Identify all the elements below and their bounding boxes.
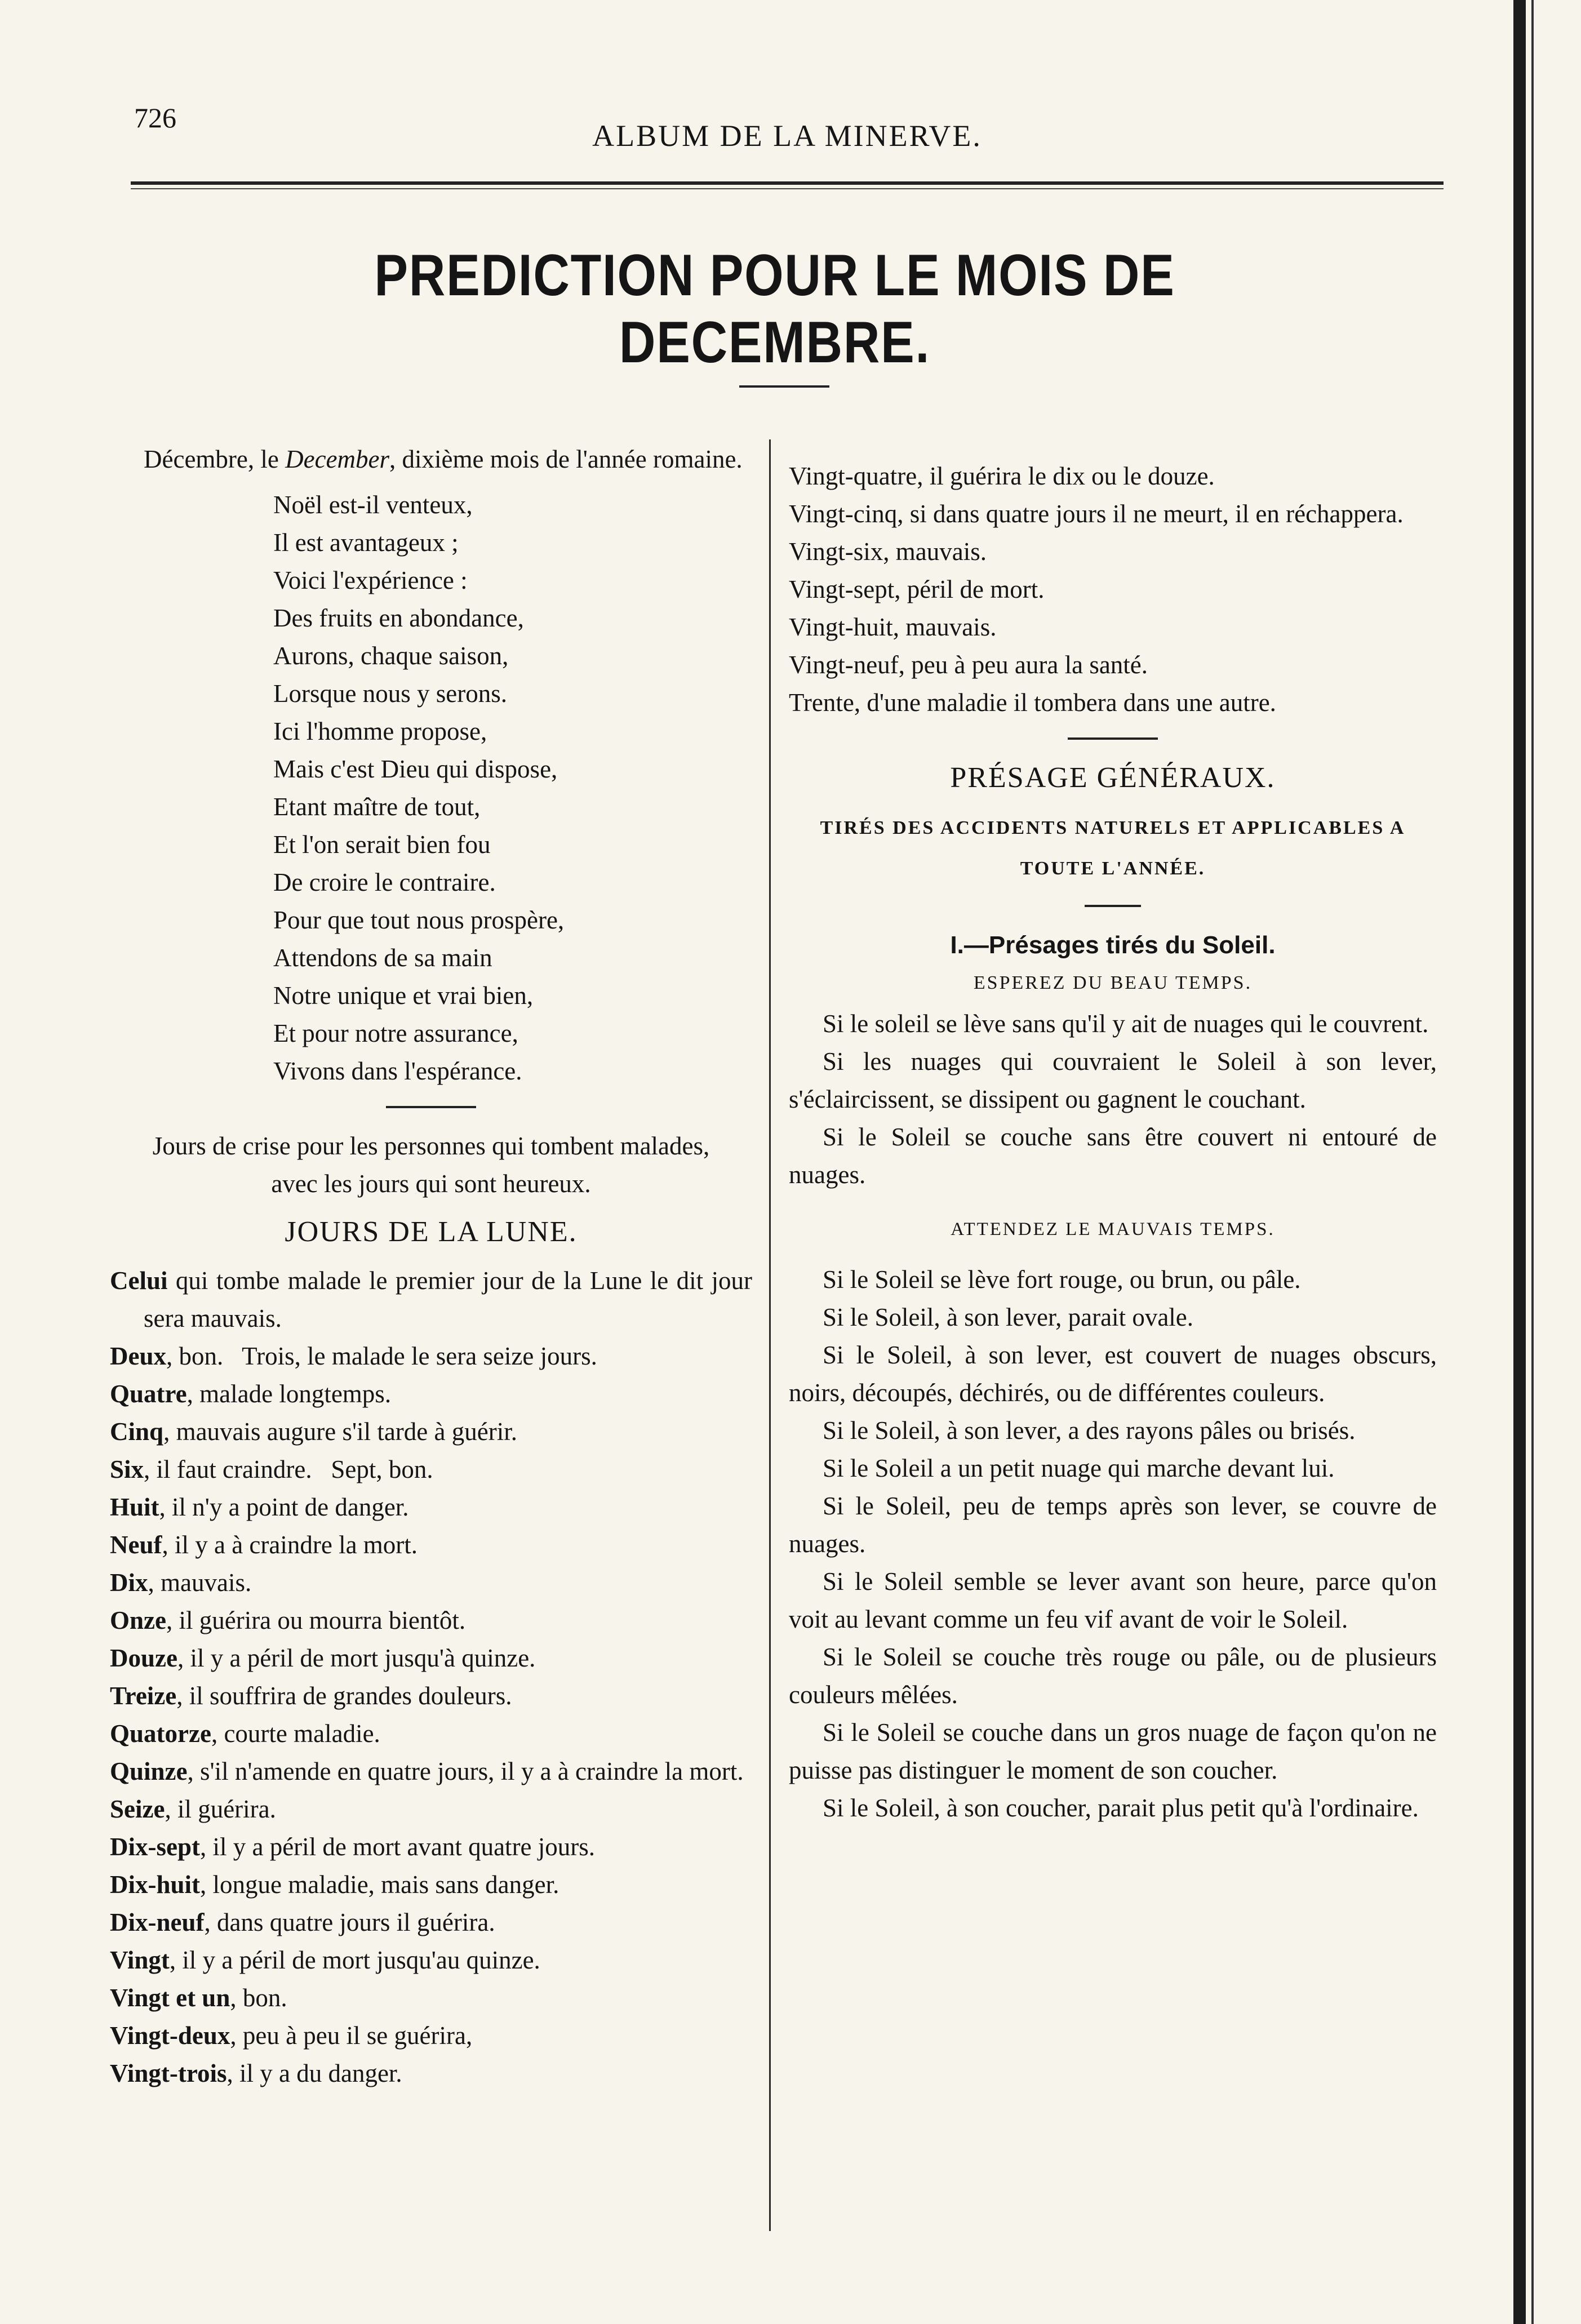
day-label: Vingt <box>110 1946 170 1974</box>
moon-day-entry: Trente, d'une maladie il tombera dans une autre. <box>789 688 1276 717</box>
day-text: , il y a du danger. <box>227 2059 402 2087</box>
day-text: , il y a à craindre la mort. <box>162 1531 418 1559</box>
day-text: , il n'y a point de danger. <box>159 1493 409 1521</box>
day-label: Quatorze <box>110 1719 211 1748</box>
poem <box>110 486 752 1090</box>
presage-item: Si le Soleil, à son lever, a des rayons pâles ou brisés. <box>823 1416 1356 1445</box>
day-label: Treize <box>110 1682 177 1710</box>
day-text: , malade longtemps. <box>186 1380 392 1408</box>
moon-days-list <box>110 1262 752 2092</box>
intro-italic-word: December <box>285 445 390 473</box>
day-text: , il y a péril de mort jusqu'à quinze. <box>177 1644 536 1672</box>
intro-start: Décembre, le <box>144 445 286 473</box>
moon-day-entry <box>110 1790 752 1828</box>
poem-line: Noël est-il venteux, <box>273 491 473 519</box>
section-rule <box>1068 737 1158 740</box>
day-label: Neuf <box>110 1531 162 1559</box>
presage-item: Si le Soleil se couche sans être couvert ni entouré de nuages. <box>789 1123 1437 1189</box>
moon-day-entry <box>110 1941 752 1979</box>
day-label: Douze <box>110 1644 177 1672</box>
moon-day-entry: Vingt-six, mauvais. <box>789 537 987 566</box>
day-label: Six <box>110 1455 144 1483</box>
poem-line: Notre unique et vrai bien, <box>273 981 534 1010</box>
page-number: 726 <box>134 102 176 134</box>
header-rule-thin <box>131 188 1444 189</box>
day-label: Quinze <box>110 1757 188 1785</box>
running-title: ALBUM DE LA MINERVE. <box>592 119 982 153</box>
article-title: PREDICTION POUR LE MOIS DE DECEMBRE. <box>374 243 1175 375</box>
poem-line: Ici l'homme propose, <box>273 717 487 745</box>
day-text: , il faut craindre. Sept, bon. <box>144 1455 433 1483</box>
day-text: , il souffrira de grandes douleurs. <box>176 1682 512 1710</box>
column-divider <box>769 439 771 2231</box>
day-text: , bon. Trois, le malade le sera seize jours. <box>166 1342 597 1370</box>
moon-day-entry <box>110 1413 752 1451</box>
day-label: Vingt-trois <box>110 2059 227 2087</box>
section-rule <box>386 1106 476 1108</box>
crisis-intro: Jours de crise pour les personnes qui tombent malades, avec les jours qui sont heureux. <box>152 1132 710 1198</box>
good-weather-list <box>789 1005 1437 1194</box>
binding-edge-line <box>1531 0 1534 2324</box>
day-text: , mauvais augure s'il tarde à guérir. <box>163 1417 517 1446</box>
sun-heading: I.—Présages tirés du Soleil. <box>950 931 1276 959</box>
presage-item: Si le Soleil, à son lever, est couvert de nuages obscurs, noirs, découpés, déchirés, ou de différentes couleurs. <box>789 1341 1437 1407</box>
bad-weather-list <box>789 1261 1437 1827</box>
day-text: qui tombe malade le premier jour de la Lune le dit jour sera mauvais. <box>144 1267 752 1332</box>
bad-weather-heading: ATTENDEZ LE MAUVAIS TEMPS. <box>951 1219 1275 1239</box>
poem-line: Aurons, chaque saison, <box>273 642 509 670</box>
page-header <box>131 90 1444 158</box>
poem-line: Lorsque nous y serons. <box>273 679 507 708</box>
day-label: Quatre <box>110 1380 187 1408</box>
day-text: , s'il n'amende en quatre jours, il y a à craindre la mort. <box>187 1757 744 1785</box>
title-rule <box>739 385 829 388</box>
moon-day-entry <box>110 1979 752 2017</box>
poem-line: Vivons dans l'espérance. <box>273 1057 522 1085</box>
moon-day-entry <box>110 1904 752 1941</box>
day-text: , il guérira ou mourra bientôt. <box>166 1606 466 1634</box>
day-text: , longue maladie, mais sans danger. <box>200 1870 559 1899</box>
moon-day-entry: Vingt-huit, mauvais. <box>789 613 997 641</box>
day-label: Vingt-deux <box>110 2021 230 2050</box>
day-label: Cinq <box>110 1417 164 1446</box>
presage-heading: PRÉSAGE GÉNÉRAUX. <box>950 762 1276 794</box>
presage-subheading: TIRÉS DES ACCIDENTS NATURELS ET APPLICABLES A TOUTE L'ANNÉE. <box>820 817 1406 879</box>
moon-day-entry <box>110 2017 752 2055</box>
poem-line: Mais c'est Dieu qui dispose, <box>273 755 558 783</box>
day-text: , bon. <box>230 1984 287 2012</box>
moon-day-entry: Vingt-quatre, il guérira le dix ou le douze. <box>789 462 1215 490</box>
poem-line: Attendons de sa main <box>273 944 492 972</box>
moon-day-entry <box>110 1526 752 1564</box>
intro-paragraph <box>110 441 752 478</box>
presage-item: Si le Soleil se lève fort rouge, ou brun, ou pâle. <box>823 1265 1301 1294</box>
day-label: Celui <box>110 1267 168 1295</box>
day-text: , il y a péril de mort jusqu'au quinze. <box>169 1946 540 1974</box>
good-weather-heading: ESPEREZ DU BEAU TEMPS. <box>973 972 1253 993</box>
day-text: , mauvais. <box>148 1568 252 1597</box>
day-label: Seize <box>110 1795 165 1823</box>
moon-days-heading: JOURS DE LA LUNE. <box>285 1216 578 1248</box>
moon-day-entry <box>110 1375 752 1413</box>
poem-line: Etant maître de tout, <box>273 793 481 821</box>
presage-item: Si le Soleil a un petit nuage qui marche devant lui. <box>823 1454 1335 1482</box>
day-label: Vingt et un <box>110 1984 230 2012</box>
poem-line: Et l'on serait bien fou <box>273 830 491 859</box>
day-label: Dix-sept <box>110 1833 200 1861</box>
poem-line: Il est avantageux ; <box>273 528 459 557</box>
header-rule <box>131 181 1444 185</box>
day-label: Onze <box>110 1606 166 1634</box>
presage-item: Si le Soleil, à son coucher, parait plus petit qu'à l'ordinaire. <box>823 1794 1419 1822</box>
presage-item: Si le Soleil semble se lever avant son heure, parce qu'on voit au levant comme un feu vif avant de voir le Soleil. <box>789 1567 1437 1633</box>
moon-day-entry <box>110 2055 752 2092</box>
day-text: , il y a péril de mort avant quatre jours. <box>199 1833 596 1861</box>
presage-item: Si le Soleil se couche dans un gros nuage de façon qu'on ne puisse pas distinguer le moment de son coucher. <box>789 1718 1437 1784</box>
right-column <box>789 457 1437 1827</box>
day-label: Huit <box>110 1493 159 1521</box>
moon-day-entry <box>110 1337 752 1375</box>
moon-day-entry <box>110 1602 752 1639</box>
moon-day-entry <box>110 1488 752 1526</box>
poem-line: De croire le contraire. <box>273 868 496 896</box>
moon-day-entry <box>110 1262 752 1337</box>
left-column <box>110 441 752 2092</box>
presage-item: Si le Soleil, peu de temps après son lever, se couvre de nuages. <box>789 1492 1437 1558</box>
moon-day-entry <box>110 1828 752 1866</box>
moon-days-continued <box>789 457 1437 722</box>
day-label: Dix-huit <box>110 1870 201 1899</box>
presage-item: Si les nuages qui couvraient le Soleil à son lever, s'éclaircissent, se dissipent ou gagnent le couchant. <box>789 1047 1437 1113</box>
poem-line: Et pour notre assurance, <box>273 1019 518 1047</box>
moon-day-entry <box>110 1451 752 1488</box>
moon-day-entry: Vingt-sept, péril de mort. <box>789 575 1045 603</box>
presage-item: Si le soleil se lève sans qu'il y ait de nuages qui le couvrent. <box>823 1010 1429 1038</box>
poem-line: Pour que tout nous prospère, <box>273 906 565 934</box>
day-text: , il guérira. <box>165 1795 276 1823</box>
section-rule <box>1085 905 1141 907</box>
poem-line: Voici l'expérience : <box>273 566 468 594</box>
binding-edge <box>1513 0 1526 2324</box>
poem-line: Des fruits en abondance, <box>273 604 524 632</box>
presage-item: Si le Soleil, à son lever, parait ovale. <box>823 1303 1194 1331</box>
day-text: , peu à peu il se guérira, <box>230 2021 473 2050</box>
moon-day-entry <box>110 1564 752 1602</box>
day-text: , dans quatre jours il guérira. <box>204 1908 495 1936</box>
moon-day-entry: Vingt-cinq, si dans quatre jours il ne meurt, il en réchappera. <box>789 500 1404 528</box>
intro-end: , dixième mois de l'année romaine. <box>389 445 743 473</box>
day-label: Deux <box>110 1342 166 1370</box>
moon-day-entry <box>110 1753 752 1790</box>
day-text: , courte maladie. <box>211 1719 380 1748</box>
moon-day-entry <box>110 1639 752 1677</box>
moon-day-entry <box>110 1677 752 1715</box>
moon-day-entry: Vingt-neuf, peu à peu aura la santé. <box>789 651 1148 679</box>
moon-day-entry <box>110 1866 752 1904</box>
day-label: Dix <box>110 1568 148 1597</box>
moon-day-entry <box>110 1715 752 1753</box>
day-label: Dix-neuf <box>110 1908 205 1936</box>
presage-item: Si le Soleil se couche très rouge ou pâle, ou de plusieurs couleurs mêlées. <box>789 1643 1437 1709</box>
